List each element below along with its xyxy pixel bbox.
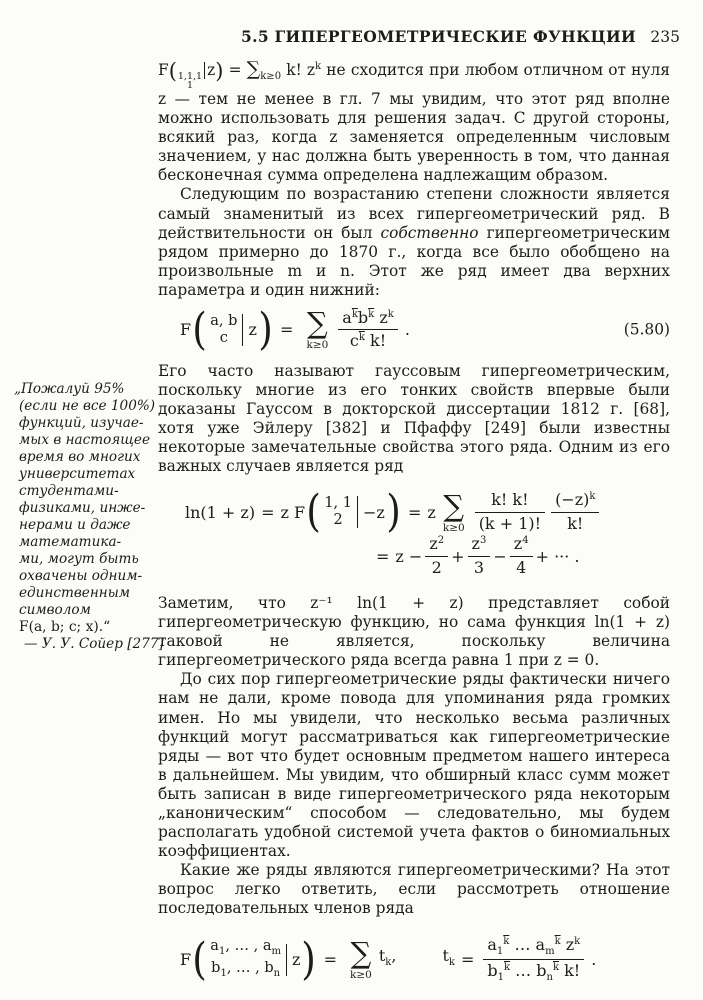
margin-quote-line: университетах (19, 466, 136, 482)
margin-quote-line: нерами и даже (19, 517, 131, 533)
margin-quote-line: студентами- (19, 483, 119, 499)
text-column (158, 57, 670, 984)
margin-quote-line: — У. У. Сойер [277] (24, 636, 164, 652)
equation-term-ratio: F ( $a_1$, … , $a_m$ $b_1$, … , $b_n$ z ) = ∑ k≥0 $t_k$, $t_k$ = $a_1^{\overline{k}}$ … $a_m^{\overline{k}}$ $z^k$ $b_1^{\overline{k}}$ … $b_n^{\overline{k}}$ k! . (180, 933, 597, 985)
paragraph-canonical-way: До сих пор гипергеометрические ряды фактически ничего нам не дали, кроме повода для упоминания ряда громких имен. Но мы увидели, что несколько весьма различных функций могут рассматриваться как гипергеометрические ряды — вот что будет основным предметом нашего интереса в дальнейшем. Мы увидим, что обширный класс сумм может быть записан в виде гипергеометрического ряда некоторым „каноническим“ способом — следовательно, мы будем располагать удобной системой учета фактов о биномиальных коэффициентах. (158, 670, 670, 861)
equation-ln-line2: = z − $\frac{z^2}{2}$ + $\frac{z^3}{3}$ − $\frac{z^4}{4}$ + ··· . (376, 534, 580, 577)
parameter-stack: a, b c (210, 312, 238, 346)
fraction: $\frac{z^4}{4}$ (510, 535, 533, 577)
sum-icon: ∑ k≥0 (350, 935, 372, 981)
left-paren: ( (168, 59, 177, 83)
margin-quote-line: „Пожалуй 95% (14, 381, 125, 397)
equation-number: (5.80) (623, 320, 670, 339)
sum-icon: ∑ k≥0 (306, 306, 329, 352)
margin-quote-line: единственным (19, 585, 131, 601)
fraction: $a_1^{\overline{k}}$ … $a_m^{\overline{k}}$ $z^k$ $b_1^{\overline{k}}$ … $b_n^{\overline{k}}$ k! (483, 936, 584, 984)
fraction: $(-z)^k$ k! (551, 491, 599, 533)
section-number: 5.5 (240, 27, 270, 46)
margin-quote-line: мых в настоящее (19, 432, 151, 448)
paragraph-z-inverse-note: Заметим, что z⁻¹ ln(1 + z) представляет собой гипергеометрическую функцию, но сама функция ln(1 + z) таковой не является, поскольку величина гипергеометрического ряда всегда равна 1 при z = 0. (158, 593, 670, 670)
fraction: $a^{\overline{k}}b^{\overline{k}}$ $z^k$ $c^{\overline{k}}$ k! (338, 309, 398, 351)
sum-icon: ∑ (246, 58, 261, 80)
hypergeometric-F: F ( a, b c z ) (180, 303, 273, 355)
margin-quote-line: ми, могут быть (19, 551, 139, 567)
parameter-stack: 1,1,1 1 (177, 71, 203, 91)
margin-quote-line: время во многих (19, 449, 141, 465)
emphasized-word: собственно (380, 223, 479, 242)
margin-quote-line: F(a, b; c; x).“ (19, 619, 111, 635)
equation-5-80: F ( a, b c z ) = ∑ k≥0 $a^{\overline{k}}b^{\overline{k}}$ $z^k$ $c^{\overline{k}}$ k! . (5.80) (180, 303, 670, 355)
paragraph-gauss-history: Его часто называют гауссовым гипергеометрическим, поскольку многие из его тонких свойств впервые были доказаны Гауссом в докторской диссертации 1812 г. [68], хотя уже Эйлеру [382] и Пфаффу [249] были известны некоторые замечательные свойства этого ряда. Одним из его важных случаев является ряд (158, 361, 670, 476)
parameter-stack: $a_1$, … , $a_m$ $b_1$, … , $b_n$ (210, 937, 281, 979)
fraction: $\frac{z^2}{2}$ (425, 535, 448, 577)
margin-quote-line: (если не все 100%) (19, 398, 156, 414)
running-head (150, 27, 680, 46)
fraction: k! k! (k + 1)! (475, 491, 545, 533)
margin-quote-line: охвачены одним- (19, 568, 143, 584)
section-title: ГИПЕРГЕОМЕТРИЧЕСКИЕ ФУНКЦИИ (274, 27, 637, 46)
margin-quote-line: функций, изучае- (19, 415, 144, 431)
equation-ln-line1: ln(1 + z) = z F ( 1, 1 2 −z ) = z ∑ k≥0 k! k! (k + 1)! $(-z)^k$ k! (158, 491, 670, 533)
margin-quote-line: символом (19, 602, 91, 618)
hypergeometric-F: F ( 1, 1 2 −z ) (294, 486, 401, 538)
vertical-bar (242, 314, 243, 346)
parameter-stack: 1, 1 2 (324, 495, 352, 529)
vertical-bar (357, 496, 358, 528)
vertical-bar (204, 62, 205, 79)
margin-quote-line: физиками, инже- (19, 500, 146, 516)
paragraph-divergent-series (158, 57, 670, 185)
right-paren: ) (215, 59, 224, 83)
page-number: 235 (650, 28, 680, 46)
fraction: $\frac{z^3}{3}$ (468, 535, 491, 577)
sum-icon: ∑ k≥0 (442, 488, 465, 534)
margin-quote-line: математика- (19, 534, 122, 550)
margin-quote (14, 381, 164, 653)
paragraph-text: не сходится при любом отличном от нуля z — тем не менее в гл. 7 мы увидим, что этот ряд вполне можно использовать для решения задач. С другой стороны, всякий раз, когда z заменяется определенным числовым значением, у нас должна быть уверенность в том, что данная бесконечная сумма определена надлежащим образом. (158, 61, 670, 185)
hypergeometric-F: F ( $a_1$, … , $a_m$ $b_1$, … , $b_n$ z ) (180, 933, 317, 985)
paragraph-most-famous-series: Следующим по возрастанию степени сложности является самый знаменитый из всех гипергеометрический ряд. В действительности он был собственно гипергеометрическим рядом примерно до 1870 г., когда все было обобщено на произвольные m и n. Этот же ряд имеет два верхних параметра и один нижний: (158, 185, 671, 299)
vertical-bar (286, 944, 287, 976)
paragraph-which-series: Какие же ряды являются гипергеометрическими? На этот вопрос легко ответить, если рассмотреть отношение последовательных членов ряда (158, 861, 670, 918)
inline-formula-f111: F( 1,1,1 1 $z) = \sum_{k\ge 0}$ k! $z^k$ (158, 58, 322, 91)
